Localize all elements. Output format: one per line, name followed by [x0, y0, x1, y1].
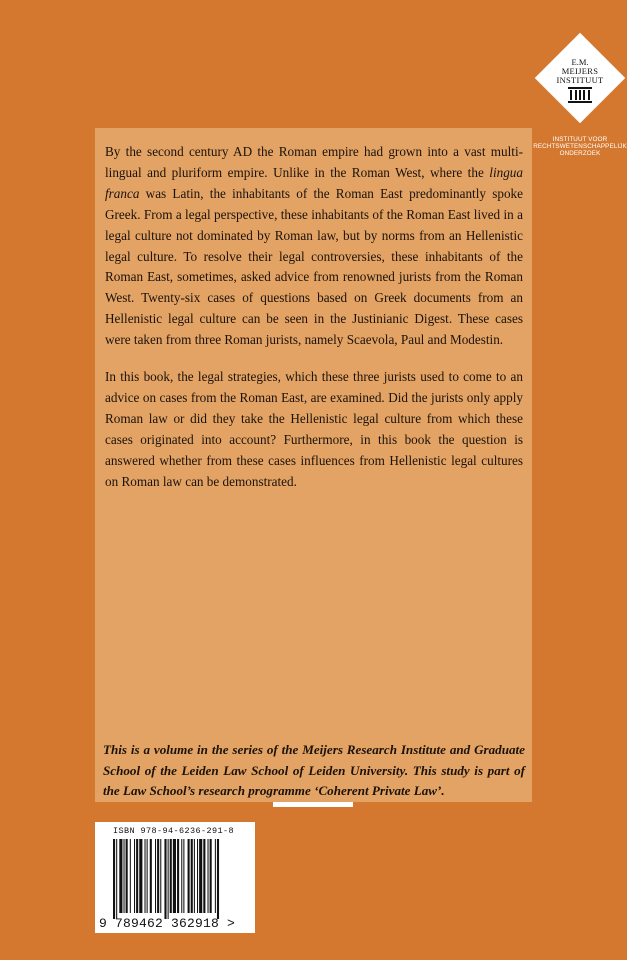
barcode-bar: [119, 839, 122, 913]
book-description: [105, 142, 523, 509]
barcode-bar: [210, 839, 212, 913]
barcode-bar: [194, 839, 195, 913]
barcode-bar: [199, 839, 202, 913]
barcode-bar: [177, 839, 179, 913]
isbn-label: ISBN 978-94-6236-291-8: [113, 826, 235, 836]
barcode-bar: [170, 839, 172, 913]
barcode-bar: [188, 839, 190, 913]
meijers-institute-logo: [533, 44, 627, 157]
barcode-bar: [150, 839, 152, 913]
barcode-bar: [173, 839, 176, 913]
barcode-bar: [145, 839, 146, 913]
barcode-bars: [113, 839, 247, 919]
barcode-digits: 9 789462 362918 >: [99, 916, 236, 931]
barcode-bar: [203, 839, 205, 913]
barcode-bar: [147, 839, 148, 913]
isbn-barcode: [95, 822, 255, 933]
barcode-bar: [139, 839, 142, 913]
barcode-bar: [134, 839, 135, 913]
barcode-bar: [217, 839, 219, 919]
barcode-bar: [197, 839, 198, 913]
barcode-bar: [155, 839, 156, 913]
barcode-bar: [181, 839, 182, 913]
barcode-bar: [191, 839, 193, 913]
logo-line1: E.M.: [571, 57, 589, 67]
barcode-bar: [157, 839, 159, 913]
barcode-bar: [168, 839, 169, 919]
barcode-bar: [113, 839, 115, 919]
barcode-bar: [160, 839, 161, 913]
barcode-bar: [136, 839, 138, 913]
panel-tab-divider: [273, 802, 353, 807]
lingua-franca-term: lingua franca: [105, 164, 523, 201]
series-note: This is a volume in the series of the Meijers Research Institute and Graduate School of the Leiden Law School of Leiden University. This study is part of the Law School’s research programme ‘Coherent Private Law’.: [103, 742, 525, 799]
description-paragraph-2: In this book, the legal strategies, which these three jurists used to come to an advice on cases from the Roman East, are examined. Did the jurists only apply Roman law or did they take the Hellenistic legal culture from which these cases originated into account? Furthermore, in this book the question is answered whether from these cases influences from Hellenistic legal cultures on Roman law can be demonstrated.: [105, 369, 523, 489]
description-paragraph-1: By the second century AD the Roman empire had grown into a vast multi-lingual and pluriform empire. Unlike in the Roman West, where the lingua franca was Latin, the inhabitants of the Roman East predominantly spoke Greek. From a legal perspective, these inhabitants of the Roman East lived in a legal culture not dominated by Roman law, but by norms from an Hellenistic legal culture. To resolve their legal controversies, these inhabitants of the Roman East, sometimes, asked advice from renowned jurists from the Roman West. Twenty-six cases of questions based on Greek documents from an Hellenistic legal culture can be seen in the Justinianic Digest. These cases were taken from three Roman jurists, namely Scaevola, Paul and Modestin.: [105, 144, 523, 348]
barcode-bar: [116, 839, 117, 919]
description-panel: [95, 128, 532, 802]
barcode-bar: [183, 839, 184, 913]
pillars-icon: [567, 87, 593, 103]
logo-caption: INSTITUUT VOOR RECHTSWETENSCHAPPELIJK ONDERZOEK: [533, 136, 627, 157]
barcode-bar: [126, 839, 128, 913]
barcode-bar: [164, 839, 166, 919]
barcode-bar: [130, 839, 131, 913]
logo-line2: MEIJERS: [561, 66, 599, 76]
barcode-bar: [124, 839, 125, 913]
barcode-bar: [215, 839, 216, 913]
logo-line3: INSTITUUT: [556, 75, 604, 85]
barcode-bar: [208, 839, 209, 913]
